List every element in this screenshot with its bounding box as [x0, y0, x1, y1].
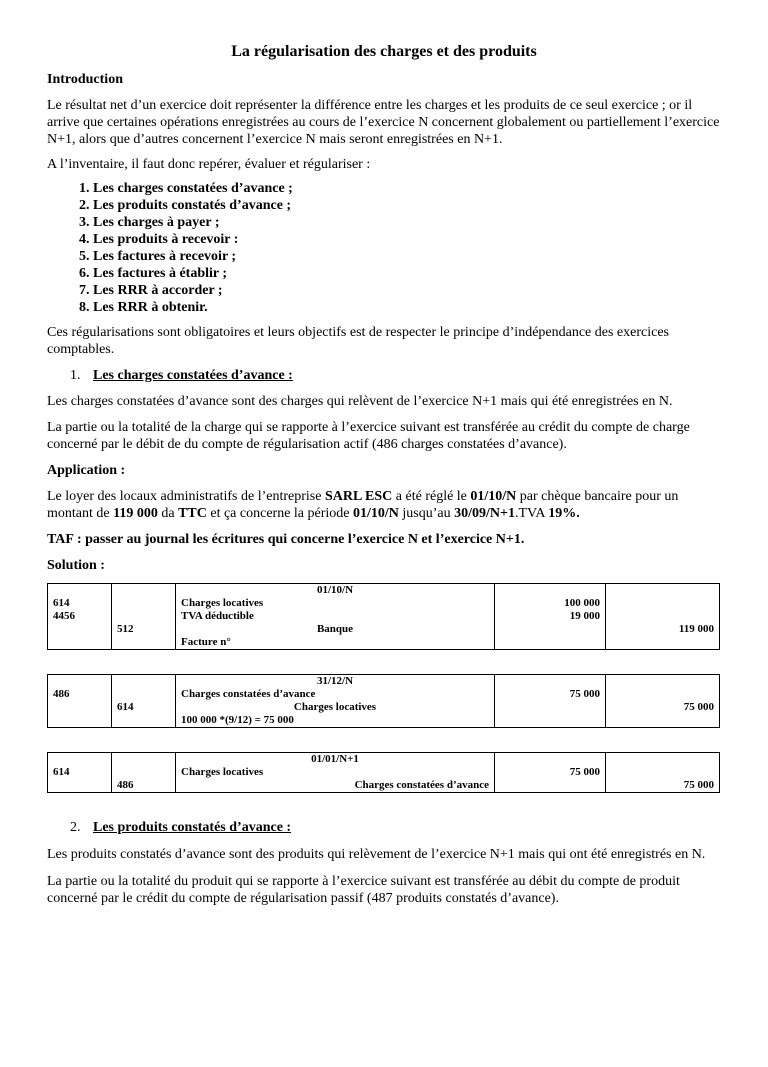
- debit-account: 614: [53, 597, 70, 609]
- credit-account: 486: [117, 779, 134, 791]
- journal-entry-2: [47, 674, 720, 728]
- intro-paragraph-1: Le résultat net d’un exercice doit représenter la différence entre les charges et les produits de ce seul exercice ; or il arrive que certaines opérations enregistrées au cours de l’exercice N concernent globalement ou partiellement l’exercice N+1, alors que d’autres concernent l’exercice N mais seront enregistrées en N+1.: [47, 98, 720, 147]
- bold-run: 01/10/N: [353, 506, 399, 521]
- list-item: 3. Les charges à payer ;: [93, 214, 721, 231]
- label-cell: [176, 675, 495, 728]
- label-cell: [176, 584, 495, 650]
- entry-date: 31/12/N: [316, 675, 354, 687]
- bold-run: 119 000: [113, 506, 158, 521]
- application-paragraph: [47, 488, 721, 522]
- entry-line: TVA déductible: [181, 610, 254, 622]
- section-2-heading: [47, 819, 721, 836]
- bold-run: SARL ESC: [324, 489, 393, 504]
- bold-run: 19%.: [548, 506, 580, 521]
- credit-account-cell: [112, 753, 176, 793]
- credit-label: Charges locatives: [293, 701, 377, 713]
- debit-amount-cell: [495, 675, 606, 728]
- bold-run: 30/09/N+1: [454, 506, 515, 521]
- text-run: et ça concerne la période: [206, 506, 353, 521]
- entry-line: Charges constatées d’avance: [181, 688, 316, 700]
- credit-account: 614: [117, 701, 134, 713]
- taf-instruction: TAF : passer au journal les écritures qui concerne l’exercice N et l’exercice N+1.: [47, 532, 525, 547]
- section-title: Les produits constatés d’avance :: [93, 820, 292, 835]
- section-1-paragraph-2: La partie ou la totalité de la charge qui se rapporte à l’exercice suivant est transférée au crédit du compte de charge concerné par le débit de du compte de régularisation actif (486 charges constatées d’avance).: [47, 420, 690, 452]
- debit-amount: 75 000: [569, 688, 600, 700]
- section-title: Les charges constatées d’avance :: [93, 368, 293, 383]
- text-run: da: [157, 506, 179, 521]
- entry-note: 100 000 *(9/12) = 75 000: [181, 714, 294, 726]
- text-run: a été réglé le: [392, 489, 471, 504]
- credit-amount-cell: [606, 753, 720, 793]
- debit-amount-cell: [495, 753, 606, 793]
- entry-line: Charges locatives: [181, 766, 264, 778]
- solution-heading: Solution :: [47, 558, 105, 573]
- entry-date: 01/01/N+1: [311, 753, 359, 765]
- section-1-heading: [47, 367, 721, 384]
- section-1-paragraph-1: Les charges constatées d’avance sont des charges qui relèvent de l’exercice N+1 mais qui été enregistrées en N.: [47, 394, 673, 409]
- debit-amount: 75 000: [569, 766, 600, 778]
- text-run: .TVA: [514, 506, 549, 521]
- debit-account-cell: [48, 584, 112, 650]
- text-run: Le loyer des locaux administratifs de l’entreprise: [47, 489, 325, 504]
- bold-run: 01/10/N: [470, 489, 517, 504]
- debit-amount-cell: [495, 584, 606, 650]
- credit-amount-cell: [606, 675, 720, 728]
- credit-account-cell: [112, 584, 176, 650]
- credit-account-cell: [112, 675, 176, 728]
- bold-run: TTC: [178, 506, 207, 521]
- list-item: 6. Les factures à établir ;: [93, 265, 721, 282]
- section-2-paragraph-1: Les produits constatés d’avance sont des produits qui relèvement de l’exercice N+1 mais qui ont été enregistrés en N.: [47, 847, 706, 862]
- debit-account-cell: [48, 753, 112, 793]
- regularisation-list: [47, 180, 721, 316]
- credit-amount: 75 000: [683, 701, 714, 713]
- debit-amount: 19 000: [569, 610, 600, 622]
- section-number: 1.: [70, 368, 81, 383]
- section-2-paragraph-2: La partie ou la totalité du produit qui se rapporte à l’exercice suivant est transférée au débit du compte de produit concerné par le crédit du compte de régularisation passif (487 produits constatés d’avance).: [47, 874, 680, 906]
- journal-entry-3: [47, 752, 720, 793]
- intro-paragraph-2: A l’inventaire, il faut donc repérer, évaluer et régulariser :: [47, 157, 371, 172]
- intro-heading: Introduction: [47, 72, 123, 87]
- credit-amount: 119 000: [678, 623, 714, 635]
- credit-amount-cell: [606, 584, 720, 650]
- debit-account: 486: [53, 688, 70, 700]
- credit-label: Charges constatées d’avance: [354, 779, 489, 791]
- list-item: 8. Les RRR à obtenir.: [93, 299, 721, 316]
- label-cell: [176, 753, 495, 793]
- list-item: 7. Les RRR à accorder ;: [93, 282, 721, 299]
- credit-amount: 75 000: [683, 779, 714, 791]
- debit-account-cell: [48, 675, 112, 728]
- entry-line: Charges locatives: [181, 597, 264, 609]
- credit-account: 512: [117, 623, 134, 635]
- intro-paragraph-3: Ces régularisations sont obligatoires et leurs objectifs est de respecter le principe d’indépendance des exercices comptables.: [47, 325, 669, 357]
- debit-amount: 100 000: [564, 597, 600, 609]
- journal-entry-1: [47, 583, 720, 650]
- document-page: [0, 43, 768, 907]
- text-run: jusqu’au: [398, 506, 455, 521]
- debit-account: 614: [53, 766, 70, 778]
- entry-note: Facture n°: [181, 636, 231, 648]
- debit-account: 4456: [53, 610, 75, 622]
- list-item: 5. Les factures à recevoir ;: [93, 248, 721, 265]
- list-item: 1. Les charges constatées d’avance ;: [93, 180, 721, 197]
- text-run: par chèque bancaire pour un montant de: [47, 489, 679, 521]
- section-number: 2.: [70, 820, 81, 835]
- credit-label: Banque: [316, 623, 354, 635]
- application-heading: Application :: [47, 463, 126, 478]
- entry-date: 01/10/N: [316, 584, 354, 596]
- page-title: La régularisation des charges et des produits: [231, 43, 537, 60]
- list-item: 4. Les produits à recevoir :: [93, 231, 721, 248]
- list-item: 2. Les produits constatés d’avance ;: [93, 197, 721, 214]
